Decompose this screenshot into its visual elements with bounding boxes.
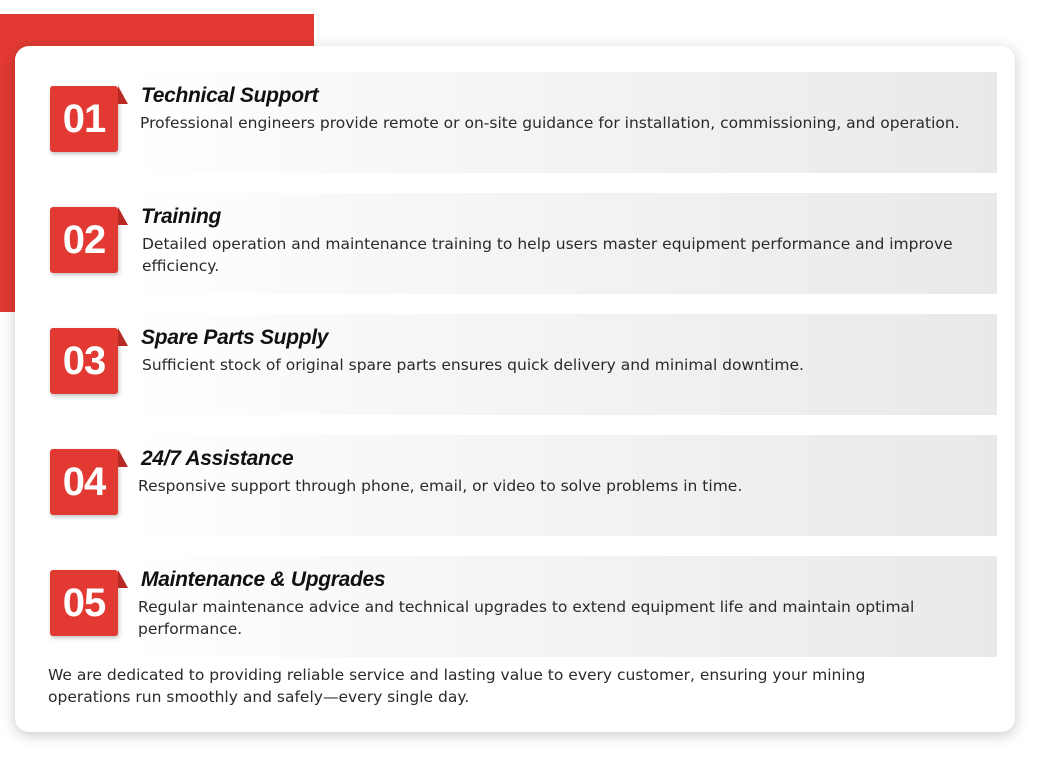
service-title-5: Maintenance & Upgrades (141, 568, 386, 591)
service-title-4: 24/7 Assistance (141, 447, 294, 470)
service-number-2: 02 (62, 218, 106, 262)
service-title-3: Spare Parts Supply (141, 326, 329, 349)
service-number-badge-1 (50, 86, 118, 152)
service-description-3: Sufficient stock of original spare parts ensures quick delivery and minimal downtime. (142, 356, 804, 374)
badge-fold-icon (118, 86, 128, 104)
service-description-5: Regular maintenance advice and technical upgrades to extend equipment life and maintain optimal performance. (138, 598, 915, 638)
service-number-badge-3 (50, 328, 118, 394)
service-description-4: Responsive support through phone, email, or video to solve problems in time. (138, 477, 743, 495)
badge-fold-icon (118, 207, 128, 225)
service-title-2: Training (141, 205, 222, 228)
service-description-1: Professional engineers provide remote or on-site guidance for installation, commissioning, and operation. (140, 114, 960, 132)
service-number-4: 04 (62, 460, 106, 504)
service-number-badge-4 (50, 449, 118, 515)
badge-fold-icon (118, 449, 128, 467)
service-number-1: 01 (62, 97, 106, 141)
closing-statement: We are dedicated to providing reliable service and lasting value to every customer, ensuring your mining operations run smoothly and safely—every single day. (48, 666, 866, 706)
service-number-5: 05 (62, 581, 106, 625)
service-description-2: Detailed operation and maintenance training to help users master equipment performance and improve efficiency. (142, 235, 953, 275)
badge-fold-icon (118, 570, 128, 588)
badge-fold-icon (118, 328, 128, 346)
service-number-badge-5 (50, 570, 118, 636)
service-title-1: Technical Support (141, 84, 319, 107)
service-number-badge-2 (50, 207, 118, 273)
service-number-3: 03 (62, 339, 106, 383)
